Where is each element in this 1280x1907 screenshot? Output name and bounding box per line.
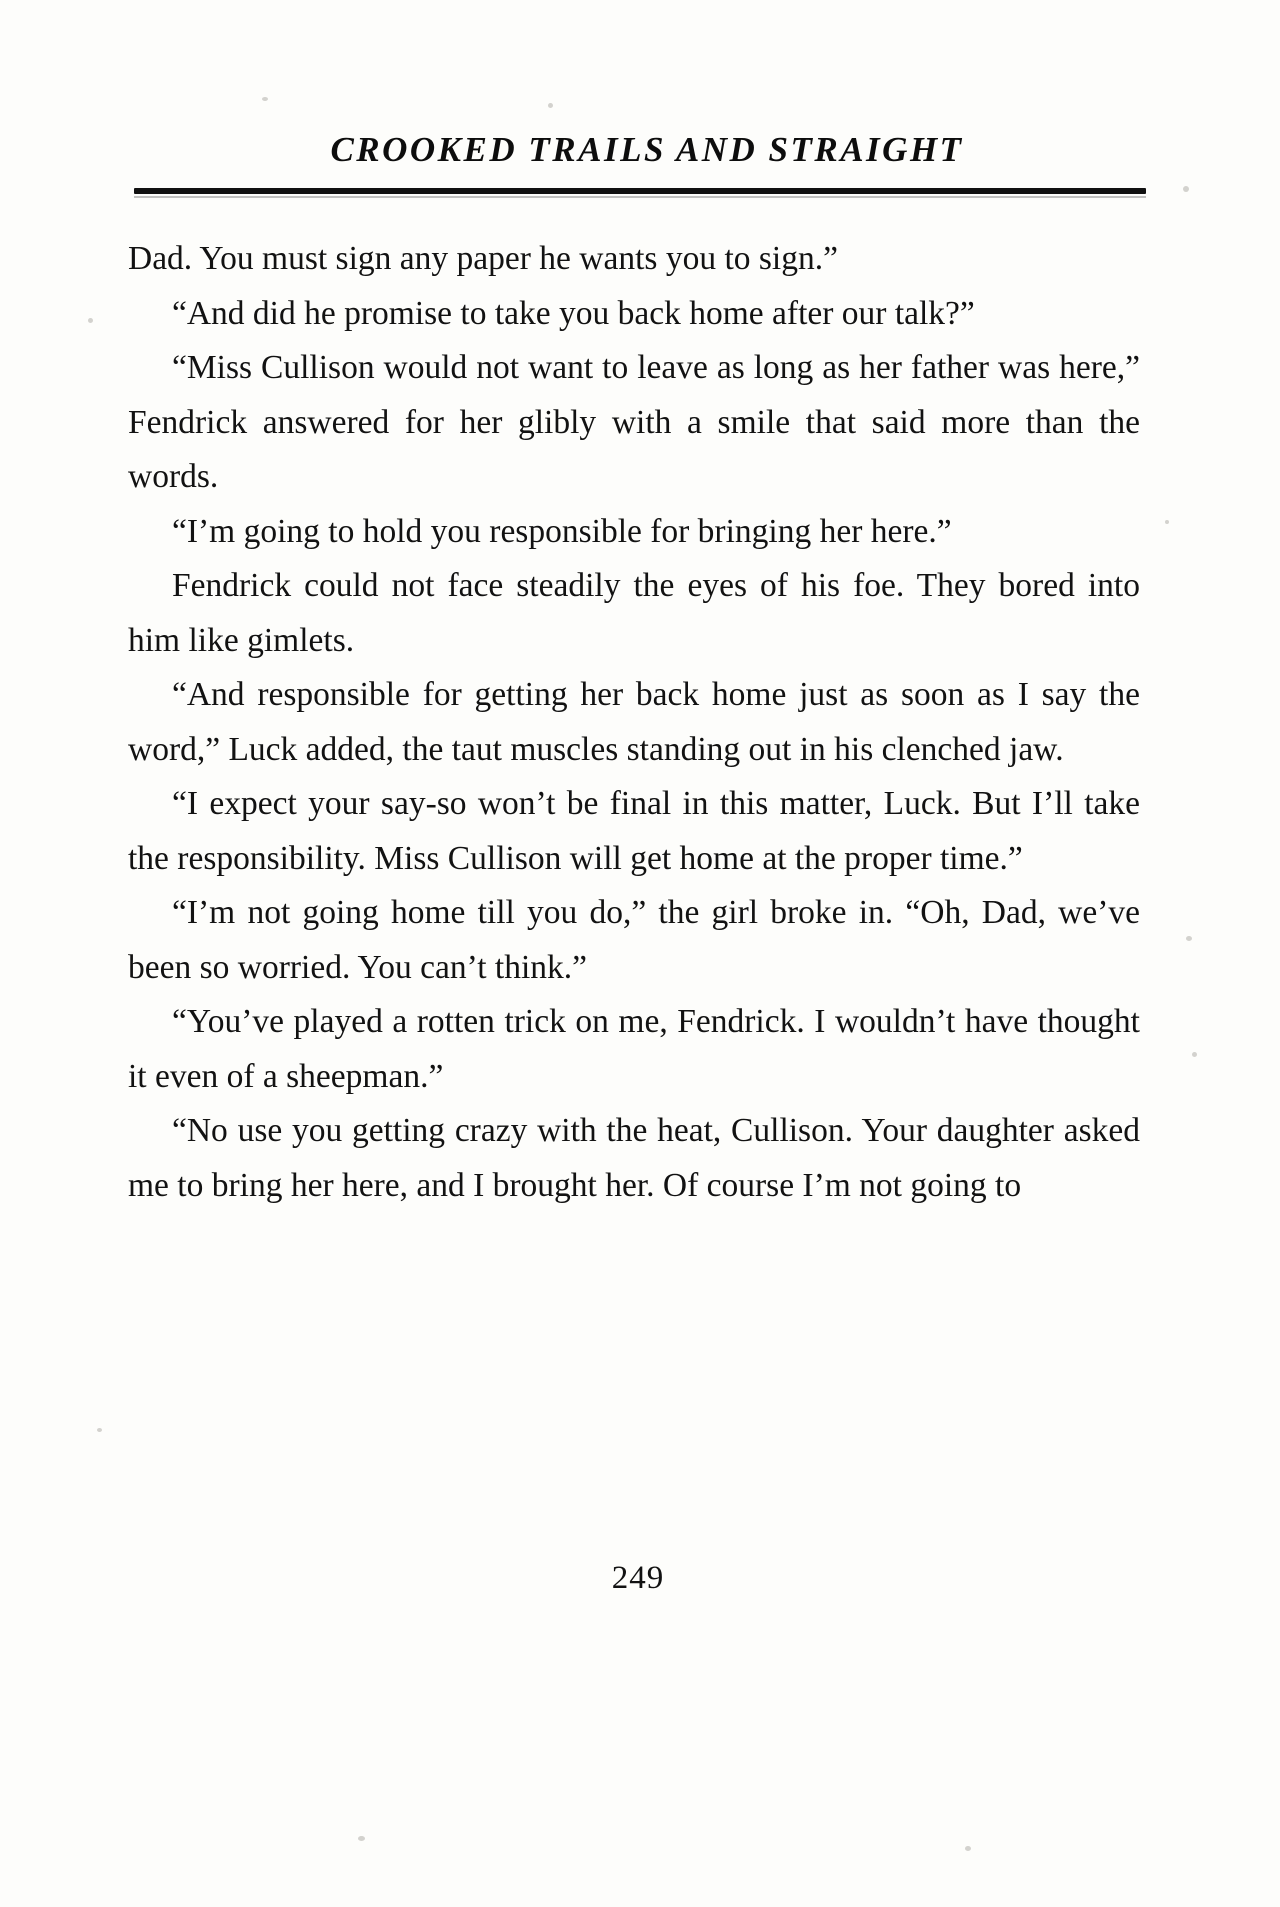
body-paragraph: “Miss Cullison would not want to leave as long as her father was here,” Fendrick answered for her glibly with a smile that said more than the words.: [128, 349, 1140, 495]
paper-speck: [1165, 520, 1169, 524]
paper-speck: [1192, 1052, 1197, 1057]
body-paragraph: “And did he promise to take you back home after our talk?”: [172, 294, 975, 332]
body-paragraph: Fendrick could not face steadily the eyes of his foe. They bored into him like gimlets.: [128, 567, 1140, 659]
header-rule-secondary: [134, 196, 1146, 198]
body-paragraph: “I’m not going home till you do,” the girl broke in. “Oh, Dad, we’ve been so worried. You can’t think.”: [128, 894, 1140, 986]
paper-speck: [965, 1846, 971, 1851]
paper-speck: [1186, 936, 1192, 941]
body-paragraph: “And responsible for getting her back home just as soon as I say the word,” Luck added, the taut muscles standing out in his clenched jaw.: [128, 676, 1140, 768]
paper-speck: [548, 103, 553, 108]
paper-speck: [262, 97, 268, 101]
page-body-text: [128, 232, 1140, 1213]
page-content: [128, 130, 1148, 1213]
body-paragraph: “I’m going to hold you responsible for bringing her here.”: [172, 512, 952, 550]
paper-speck: [88, 318, 93, 323]
paper-speck: [1183, 186, 1189, 192]
paper-speck: [358, 1836, 365, 1841]
page-number: 249: [611, 1560, 665, 1596]
page-running-head: CROOKED TRAILS AND STRAIGHT: [330, 130, 964, 169]
header-rule: [134, 188, 1146, 194]
body-paragraph: “No use you getting crazy with the heat, Cullison. Your daughter asked me to bring her here, and I brought her. Of course I’m not going to: [128, 1112, 1140, 1204]
body-paragraph: “I expect your say-so won’t be final in this matter, Luck. But I’ll take the responsibility. Miss Cullison will get home at the proper time.”: [128, 785, 1140, 877]
paper-speck: [97, 1428, 102, 1432]
body-paragraph: Dad. You must sign any paper he wants you to sign.”: [128, 240, 838, 277]
body-paragraph: “You’ve played a rotten trick on me, Fendrick. I wouldn’t have thought it even of a sheepman.”: [128, 1003, 1140, 1095]
